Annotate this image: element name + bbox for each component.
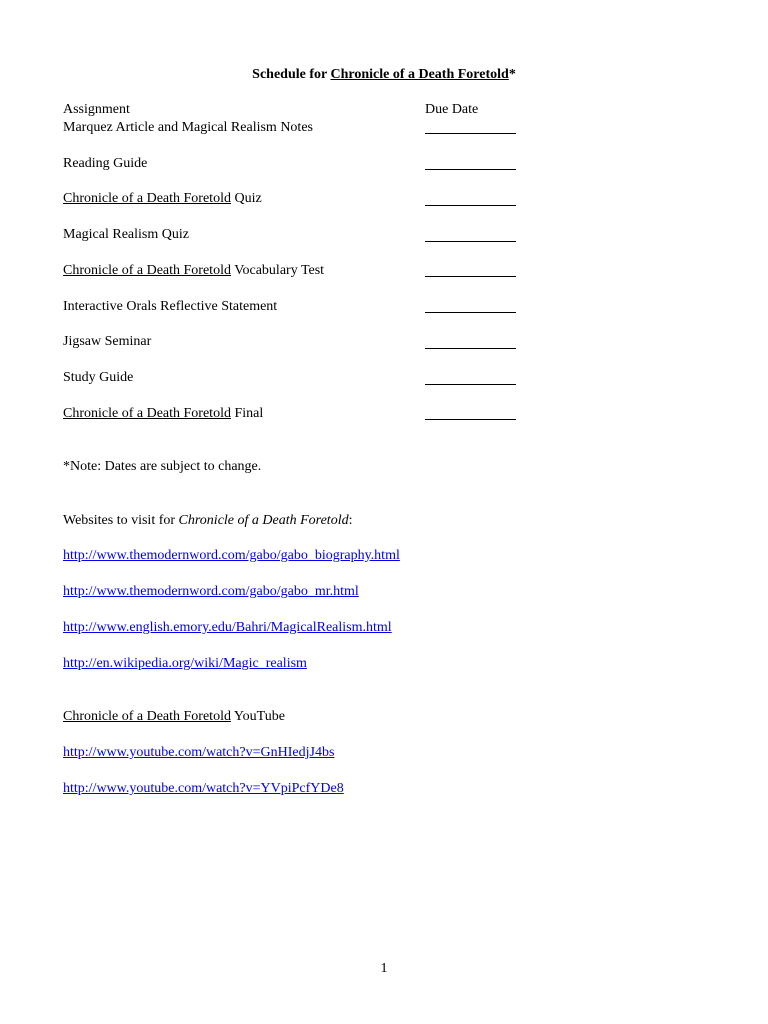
assignment-row xyxy=(63,298,277,316)
website-line xyxy=(63,547,400,565)
assignment-text: Final xyxy=(230,406,264,421)
website-link-gabo-mr[interactable]: http://www.themodernword.com/gabo/gabo_mr.html xyxy=(63,584,359,599)
assignment-row xyxy=(63,262,324,280)
due-date-blank xyxy=(425,419,516,420)
websites-intro xyxy=(63,512,352,530)
title-book: Chronicle of a Death Foretold xyxy=(330,67,509,82)
assignment-text: Study Guide xyxy=(63,370,134,385)
due-date-header: Due Date xyxy=(425,102,479,117)
assignment-text: Jigsaw Seminar xyxy=(63,334,152,349)
change-note: *Note: Dates are subject to change. xyxy=(63,459,262,474)
websites-intro-prefix: Websites to visit for xyxy=(63,513,179,528)
assignment-row xyxy=(63,155,147,173)
website-line xyxy=(63,619,392,637)
title-prefix: Schedule for xyxy=(252,67,331,82)
assignment-book: Chronicle of a Death Foretold xyxy=(63,406,231,421)
assignment-text: Marquez Article and Magical Realism Notes xyxy=(63,120,313,135)
website-line xyxy=(63,655,307,673)
youtube-heading xyxy=(63,708,285,726)
website-link-gabo-biography[interactable]: http://www.themodernword.com/gabo/gabo_biography.html xyxy=(63,548,400,563)
due-date-blank xyxy=(425,133,516,134)
assignment-row xyxy=(63,369,133,387)
due-date-blank xyxy=(425,169,516,170)
youtube-link-2[interactable]: http://www.youtube.com/watch?v=YVpiPcfYDe8 xyxy=(63,781,344,796)
assignment-book: Chronicle of a Death Foretold xyxy=(63,263,231,278)
due-date-blank xyxy=(425,205,516,206)
website-link-emory[interactable]: http://www.english.emory.edu/Bahri/MagicalRealism.html xyxy=(63,620,392,635)
assignment-row xyxy=(63,333,151,351)
page-number: 1 xyxy=(380,961,388,976)
page-title xyxy=(0,66,768,84)
assignment-text: Vocabulary Test xyxy=(230,263,325,278)
website-line xyxy=(63,583,359,601)
youtube-heading-suffix: YouTube xyxy=(230,709,285,724)
assignment-text: Magical Realism Quiz xyxy=(63,227,189,242)
youtube-line xyxy=(63,744,334,762)
website-link-wikipedia[interactable]: http://en.wikipedia.org/wiki/Magic_realism xyxy=(63,656,307,671)
youtube-link-1[interactable]: http://www.youtube.com/watch?v=GnHIedjJ4bs xyxy=(63,745,335,760)
title-suffix: * xyxy=(508,67,516,82)
youtube-line xyxy=(63,780,344,798)
due-date-blank xyxy=(425,312,516,313)
due-date-blank xyxy=(425,276,516,277)
due-date-blank xyxy=(425,241,516,242)
assignment-header: Assignment xyxy=(63,102,130,117)
assignment-book: Chronicle of a Death Foretold xyxy=(63,191,231,206)
assignment-row xyxy=(63,405,263,423)
websites-intro-book: Chronicle of a Death Foretold xyxy=(178,513,349,528)
assignment-text: Quiz xyxy=(230,191,262,206)
websites-intro-suffix: : xyxy=(348,513,353,528)
due-date-blank xyxy=(425,384,516,385)
assignment-text: Interactive Orals Reflective Statement xyxy=(63,299,278,314)
assignment-text: Reading Guide xyxy=(63,156,148,171)
youtube-heading-book: Chronicle of a Death Foretold xyxy=(63,709,231,724)
assignment-row xyxy=(63,226,189,244)
assignment-row xyxy=(63,119,313,137)
due-date-blank xyxy=(425,348,516,349)
assignment-row xyxy=(63,190,262,208)
